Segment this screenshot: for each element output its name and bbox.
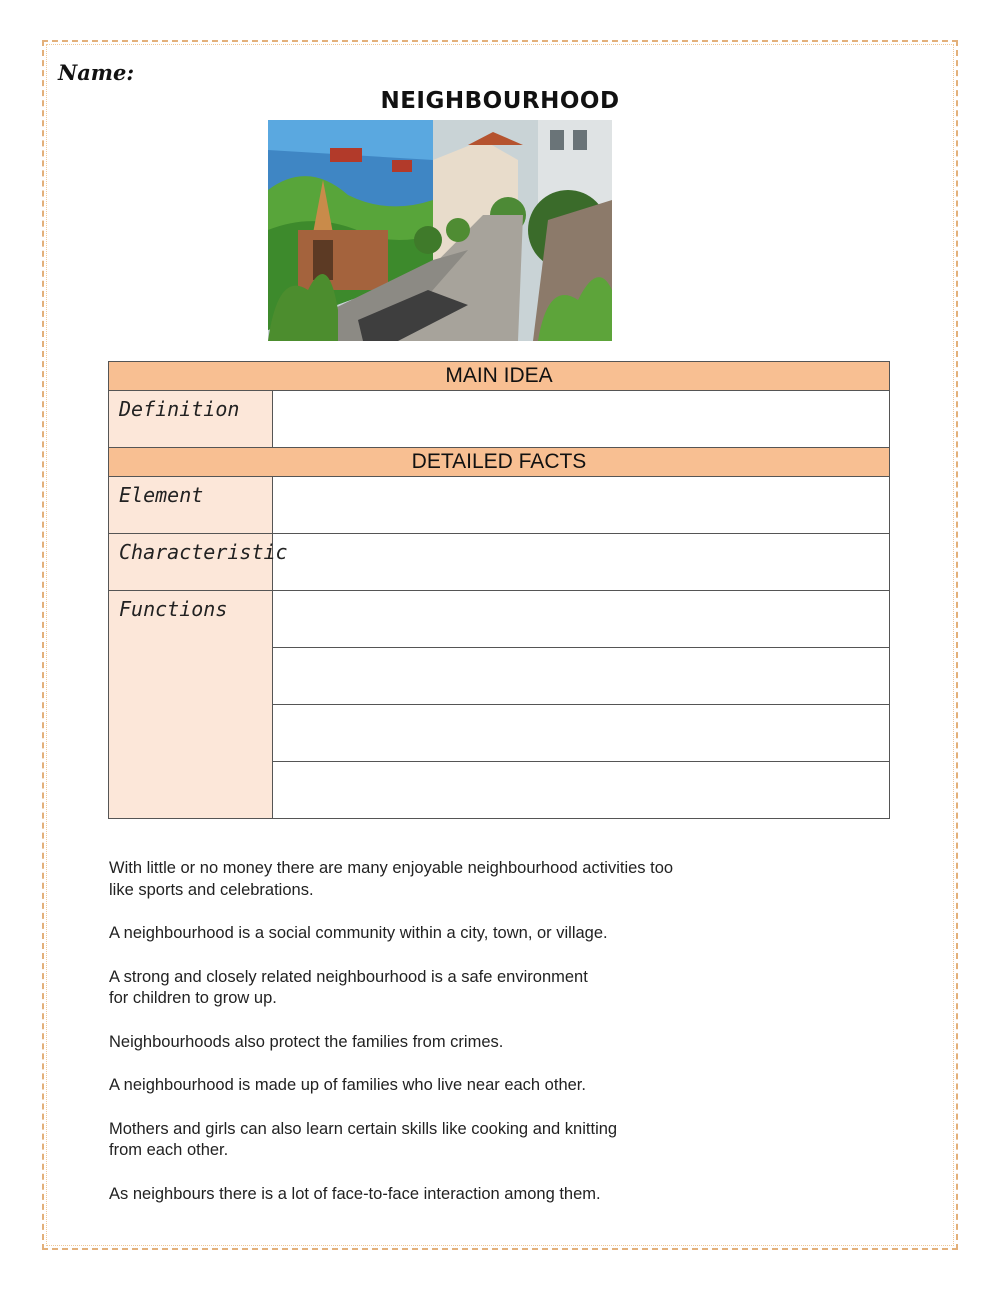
name-label: Name:: [58, 60, 135, 85]
functions-answer-cell[interactable]: [273, 591, 890, 648]
detailed-facts-heading: DETAILED FACTS: [109, 448, 890, 477]
element-label: Element: [109, 477, 273, 534]
element-answer-cell[interactable]: [273, 477, 890, 534]
fact-item[interactable]: With little or no money there are many enjoyable neighbourhood activities too like sports and celebrations.: [109, 859, 674, 899]
functions-label: Functions: [109, 591, 273, 819]
fact-item[interactable]: A strong and closely related neighbourhood is a safe environment for children to grow up.: [109, 967, 588, 1007]
fact-item[interactable]: As neighbours there is a lot of face-to-face interaction among them.: [109, 1184, 601, 1203]
fact-item[interactable]: A neighbourhood is a social community within a city, town, or village.: [109, 924, 608, 942]
definition-answer-cell[interactable]: [273, 391, 890, 448]
fact-item[interactable]: A neighbourhood is made up of families who live near each other.: [109, 1076, 586, 1094]
fact-item[interactable]: Neighbourhoods also protect the families from crimes.: [109, 1032, 504, 1051]
functions-answer-cell[interactable]: [273, 705, 890, 762]
fact-item[interactable]: Mothers and girls can also learn certain skills like cooking and knitting from each other.: [109, 1119, 618, 1159]
neighbourhood-photo: [268, 120, 612, 341]
characteristic-answer-cell[interactable]: [273, 534, 890, 591]
main-idea-heading: MAIN IDEA: [109, 362, 890, 391]
characteristic-label: Characteristic: [109, 534, 273, 591]
functions-answer-cell[interactable]: [273, 762, 890, 819]
definition-label: Definition: [109, 391, 273, 448]
functions-answer-cell[interactable]: [273, 648, 890, 705]
organizer-table: [108, 361, 890, 819]
page-title: NEIGHBOURHOOD: [380, 88, 620, 114]
fact-list: [109, 858, 809, 1227]
